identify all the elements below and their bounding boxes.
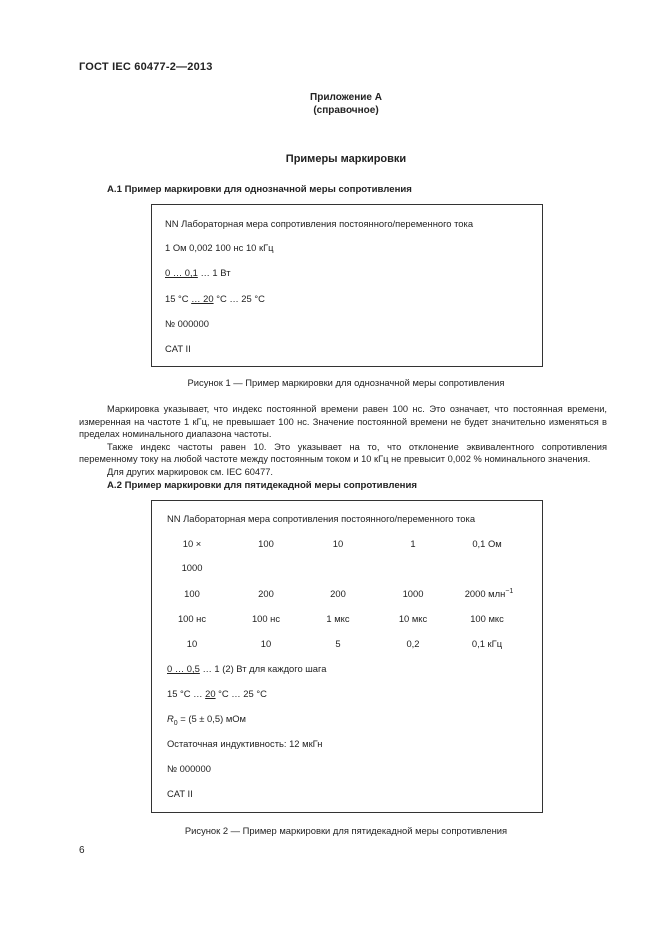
figure1-marking-box xyxy=(151,204,543,367)
row1-cell: 1 xyxy=(410,538,416,549)
power-range-rest: … 1 (2) Вт для каждого шага xyxy=(199,663,327,674)
row1-cell: 10 × xyxy=(182,538,202,549)
row2-cell-last xyxy=(444,588,534,599)
resistance-subscript: 0 xyxy=(173,719,178,727)
temp-end: °C … 25 °C xyxy=(213,293,265,304)
row1-cell: 100 xyxy=(258,538,274,549)
temp-start: 15 °C xyxy=(165,293,192,304)
figure1-caption: Рисунок 1 — Пример маркировки для однозначной меры сопротивления xyxy=(187,377,505,388)
temp-start: 15 °C … xyxy=(167,688,206,699)
temp-ref-underlined: … 20 xyxy=(191,293,214,304)
figure2-line-temperature xyxy=(167,688,267,699)
figure1-line-title: NN Лабораторная мера сопротивления постоянного/переменного тока xyxy=(165,218,474,229)
row4-cell: 0,1 кГц xyxy=(471,638,503,649)
row3-cell: 100 нс xyxy=(177,613,207,624)
figure2-line-power xyxy=(167,663,326,674)
row3-cell: 10 мкс xyxy=(398,613,428,624)
document-code: ГОСТ IEC 60477-2—2013 xyxy=(79,61,213,73)
appendix-title: Приложение А xyxy=(310,92,382,103)
figure1-line-values: 1 Ом 0,002 100 нс 10 кГц xyxy=(165,242,274,253)
row2-cell: 1000 xyxy=(402,588,424,599)
row3-cell: 100 нс xyxy=(251,613,281,624)
row3-cell: 100 мкс xyxy=(470,613,504,624)
temp-ref-underlined: 20 xyxy=(205,688,216,699)
row2-value: 2000 млн xyxy=(464,588,506,600)
figure1-line-category: CAT II xyxy=(165,343,191,354)
power-range-underlined: 0 … 0,5 xyxy=(167,663,200,674)
figure2-line-serial: № 000000 xyxy=(167,763,211,774)
page-number: 6 xyxy=(79,845,85,856)
row4-cell: 10 xyxy=(260,638,272,649)
figure2-marking-box xyxy=(151,500,543,813)
figure2-line-title: NN Лабораторная мера сопротивления постоянного/переменного тока xyxy=(167,513,476,524)
section1-heading: А.1 Пример маркировки для однозначной меры сопротивления xyxy=(107,184,412,195)
paragraph-reference: Для других маркировок см. IEC 60477. xyxy=(107,466,274,477)
appendix-subtitle: (справочное) xyxy=(313,105,379,116)
row4-cell: 0,2 xyxy=(406,638,420,649)
row4-cell: 5 xyxy=(335,638,341,649)
figure1-line-power xyxy=(165,267,230,278)
resistance-value: = (5 ± 0,5) мОм xyxy=(177,713,247,724)
figure1-line-temperature xyxy=(165,293,265,304)
power-range-rest: … 1 Вт xyxy=(197,267,231,278)
resistance-symbol: R xyxy=(167,713,174,724)
figure1-line-serial: № 000000 xyxy=(165,318,209,329)
row2-cell: 200 xyxy=(330,588,346,599)
explanation-text xyxy=(79,403,607,479)
row3-cell: 1 мкс xyxy=(326,613,350,624)
figure2-line-category: CAT II xyxy=(167,788,193,799)
main-title: Примеры маркировки xyxy=(285,153,407,165)
section2-heading: А.2 Пример маркировки для пятидекадной меры сопротивления xyxy=(107,480,417,491)
paragraph-time-constant: Маркировка указывает, что индекс постоянной времени равен 100 нс. Это означает, что постоянная времени, измеренная на частоте 1 кГц, не превышает 100 нс. Значение постоянной времени не будет значительно изменяться в пределах номинального диапазона частоты. xyxy=(79,404,607,440)
figure2-line-inductance: Остаточная индуктивность: 12 мкГн xyxy=(167,738,323,749)
figure2-line-resistance xyxy=(167,713,246,727)
row1-cell: 10 xyxy=(332,538,344,549)
row2-exponent: −1 xyxy=(505,588,514,595)
row1-cell: 0,1 Ом xyxy=(472,538,502,549)
row2-cell: 100 xyxy=(184,588,200,599)
temp-end: °C … 25 °C xyxy=(215,688,267,699)
row2-cell: 200 xyxy=(258,588,274,599)
power-range-underlined: 0 … 0,1 xyxy=(165,267,198,278)
row4-cell: 10 xyxy=(186,638,198,649)
paragraph-frequency-index: Также индекс частоты равен 10. Это указывает на то, что отклонение эквивалентного сопротивления переменному току на любой частоте между постоянным током и 10 кГц не превысит 0,002 % номинального значения. xyxy=(79,441,607,465)
figure2-caption: Рисунок 2 — Пример маркировки для пятидекадной меры сопротивления xyxy=(184,825,508,836)
row1-continuation: 1000 xyxy=(181,562,203,573)
